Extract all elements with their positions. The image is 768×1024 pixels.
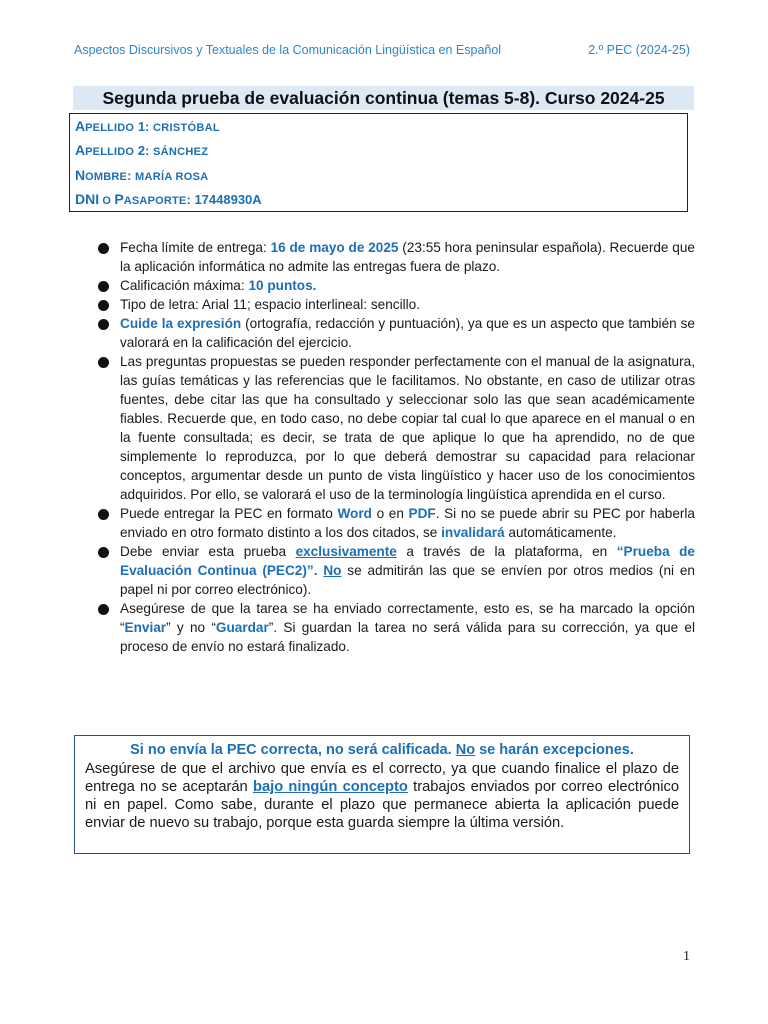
bullet-dot-icon	[98, 509, 109, 520]
bullet-dot-icon	[98, 547, 109, 558]
nombre-row: NOMBRE: MARÍA ROSA	[75, 167, 209, 183]
list-item-format: Puede entregar la PEC en formato Word o en PDF. Si no se puede abrir su PEC por haberla enviado en otro formato distinto a los dos citados, se invalidará automáticamente.	[96, 504, 695, 542]
apellido2-value: SÁNCHEZ	[153, 146, 209, 158]
list-item-font: Tipo de letra: Arial 11; espacio interlineal: sencillo.	[96, 295, 695, 314]
list-item-deadline: Fecha límite de entrega: 16 de mayo de 2025 (23:55 hora peninsular española). Recuerde que la aplicación informática no admite las entregas fuera de plazo.	[96, 238, 695, 276]
nombre-value: MARÍA ROSA	[135, 171, 209, 183]
apellido2-row: APELLIDO 2: SÁNCHEZ	[75, 142, 209, 158]
bullet-dot-icon	[98, 281, 109, 292]
pec-label: 2.º PEC (2024-25)	[588, 43, 690, 57]
list-item-sources: Las preguntas propuestas se pueden responder perfectamente con el manual de la asignatura, las guías temáticas y las referencias que le facilitamos. No obstante, en caso de utilizar otras fuentes, debe citar las que ha consultado y seleccionar solo las que sean académicamente fiables. Recuerde que, en todo caso, no debe copiar tal cual lo que aparece en el manual o en la fuente consultada; es decir, se trata de que aplique lo que ha aprendido, no de que simplemente lo reproduzca, por lo que deberá demostrar su capacidad para relacionar conceptos, argumentar desde un punto de vista lingüístico y hacer uso de los conocimientos adquiridos. Por ello, se valorará el uso de la terminología lingüística aprendida en el curso.	[96, 352, 695, 504]
list-item-expression: Cuide la expresión (ortografía, redacción y puntuación), ya que es un aspecto que también se valorará en la calificación del ejercicio.	[96, 314, 695, 352]
student-identity-box	[69, 113, 688, 212]
bullet-dot-icon	[98, 243, 109, 254]
bullet-dot-icon	[98, 300, 109, 311]
list-item-max-grade: Calificación máxima: 10 puntos.	[96, 276, 695, 295]
notice-heading: Si no envía la PEC correcta, no será calificada. No se harán excepciones.	[130, 742, 634, 758]
warning-notice-box	[74, 735, 690, 854]
bullet-dot-icon	[98, 357, 109, 368]
page-number: 1	[683, 949, 690, 964]
instructions-list	[96, 238, 695, 656]
bullet-dot-icon	[98, 604, 109, 615]
bullet-dot-icon	[98, 319, 109, 330]
page-title: Segunda prueba de evaluación continua (temas 5-8). Curso 2024-25	[102, 88, 665, 108]
list-item-submit: Asegúrese de que la tarea se ha enviado correctamente, esto es, se ha marcado la opción “Enviar” y no “Guardar”. Si guardan la tarea no será válida para su corrección, ya que el proceso de envío no estará finalizado.	[96, 599, 695, 656]
max-points: 10 puntos.	[248, 278, 317, 293]
apellido1-value: CRISTÓBAL	[153, 122, 220, 134]
apellido1-row: APELLIDO 1: CRISTÓBAL	[75, 118, 220, 134]
course-name: Aspectos Discursivos y Textuales de la Comunicación Lingüística en Español	[74, 43, 502, 57]
dni-row: DNI O PASAPORTE: 17448930A	[75, 191, 262, 207]
list-item-platform: Debe enviar esta prueba exclusivamente a través de la plataforma, en “Prueba de Evaluación Continua (PEC2)”. No se admitirán las que se envíen por otros medios (ni en papel ni por correo electrónico).	[96, 542, 695, 599]
notice-body: Asegúrese de que el archivo que envía es el correcto, ya que cuando finalice el plazo de entrega no se aceptarán bajo ningún concepto trabajos enviados por correo electrónico ni en papel. Como sabe, durante el plazo que permanece abierta la aplicación puede enviar de nuevo su trabajo, porque esta guarda siempre la última versión.	[85, 761, 680, 831]
dni-value: 17448930A	[194, 192, 262, 207]
deadline-date: 16 de mayo de 2025	[270, 240, 399, 255]
